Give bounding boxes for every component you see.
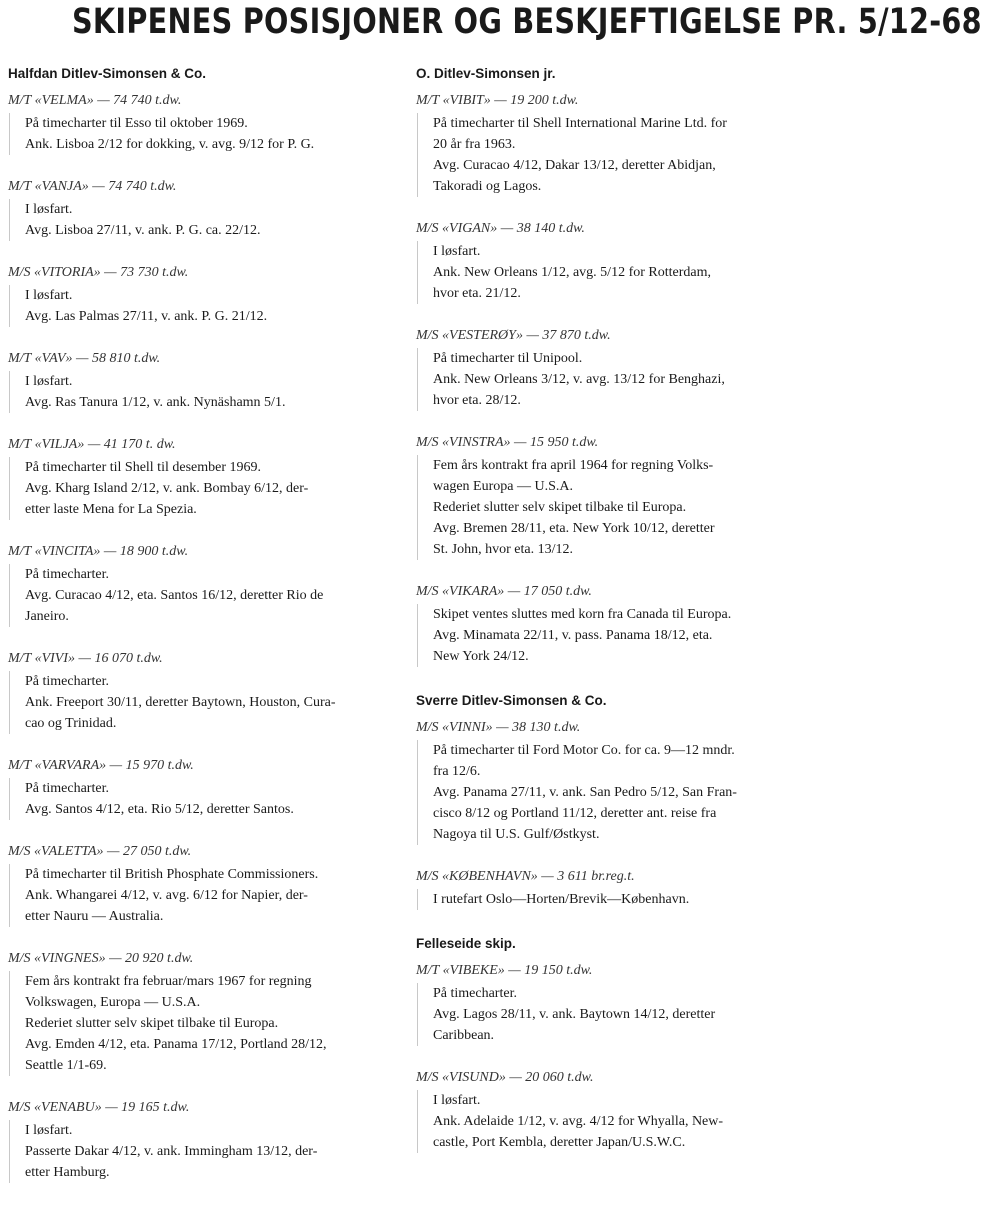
detail-line: I løsfart. <box>25 1123 73 1138</box>
detail-line: Rederiet slutter selv skipet tilbake til Europa. <box>433 500 687 515</box>
detail-line: wagen Europa — U.S.A. <box>433 479 573 494</box>
detail-line: På timecharter til Shell til desember 1969. <box>25 460 261 475</box>
ship-entry <box>8 350 380 413</box>
detail-line: I løsfart. <box>433 244 481 259</box>
detail-line: etter Nauru — Australia. <box>25 909 164 924</box>
detail-line: På timecharter til Shell International Marine Ltd. for <box>433 116 727 131</box>
ship-heading: M/T «VIBEKE» — 19 150 t.dw. <box>416 963 593 978</box>
detail-line: Caribbean. <box>433 1028 495 1043</box>
ship-entry <box>416 220 796 304</box>
ship-details <box>9 778 380 820</box>
detail-line: I løsfart. <box>25 374 73 389</box>
ship-heading: M/S «VINNI» — 38 130 t.dw. <box>416 720 581 735</box>
detail-line: Avg. Ras Tanura 1/12, v. ank. Nynäshamn 5/1. <box>25 395 286 410</box>
ship-heading: M/T «VELMA» — 74 740 t.dw. <box>8 93 182 108</box>
ship-heading: M/S «VESTERØY» — 37 870 t.dw. <box>416 328 611 343</box>
ship-entry <box>8 757 380 820</box>
detail-line: Seattle 1/1-69. <box>25 1058 107 1073</box>
detail-line: På timecharter til Esso til oktober 1969. <box>25 116 248 131</box>
ship-heading: M/S «VINGNES» — 20 920 t.dw. <box>8 951 194 966</box>
detail-line: Avg. Panama 27/11, v. ank. San Pedro 5/12, San Fran- <box>433 785 737 800</box>
detail-line: Skipet ventes sluttes med korn fra Canada til Europa. <box>433 607 732 622</box>
page-title: SKIPENES POSISJONER OG BESKJEFTIGELSE PR. 5/12-68 <box>72 2 982 42</box>
company-section <box>8 66 380 1183</box>
ship-entry <box>416 583 796 667</box>
company-section <box>416 66 796 667</box>
detail-line: Avg. Emden 4/12, eta. Panama 17/12, Portland 28/12, <box>25 1037 327 1052</box>
detail-line: etter Hamburg. <box>25 1165 110 1180</box>
ship-details <box>9 1120 380 1183</box>
detail-line: etter laste Mena for La Spezia. <box>25 502 197 517</box>
ship-details <box>417 604 796 667</box>
detail-line: Fem års kontrakt fra april 1964 for regning Volks- <box>433 458 714 473</box>
ship-details <box>9 371 380 413</box>
ship-heading: M/S «VALETTA» — 27 050 t.dw. <box>8 844 192 859</box>
detail-line: Ank. Whangarei 4/12, v. avg. 6/12 for Napier, der- <box>25 888 308 903</box>
ship-details <box>417 1090 796 1153</box>
detail-line: hvor eta. 21/12. <box>433 286 521 301</box>
ship-details <box>417 455 796 560</box>
detail-line: Avg. Kharg Island 2/12, v. ank. Bombay 6/12, der- <box>25 481 309 496</box>
detail-line: Ank. New Orleans 3/12, v. avg. 13/12 for Benghazi, <box>433 372 725 387</box>
ship-entry <box>416 868 796 910</box>
detail-line: I løsfart. <box>25 202 73 217</box>
ship-details <box>9 457 380 520</box>
detail-line: Nagoya til U.S. Gulf/Østkyst. <box>433 827 600 842</box>
ship-heading: M/S «VITORIA» — 73 730 t.dw. <box>8 265 189 280</box>
company-section <box>416 693 796 910</box>
ship-entry <box>416 962 796 1046</box>
ship-entry <box>8 92 380 155</box>
detail-line: Passerte Dakar 4/12, v. ank. Immingham 13/12, der- <box>25 1144 318 1159</box>
right-column <box>416 66 796 1176</box>
detail-line: Ank. Freeport 30/11, deretter Baytown, Houston, Cura- <box>25 695 336 710</box>
detail-line: Avg. Bremen 28/11, eta. New York 10/12, deretter <box>433 521 715 536</box>
detail-line: 20 år fra 1963. <box>433 137 516 152</box>
ship-entry <box>8 543 380 627</box>
detail-line: Avg. Minamata 22/11, v. pass. Panama 18/12, eta. <box>433 628 713 643</box>
ship-entry <box>416 1069 796 1153</box>
ship-heading: M/S «VENABU» — 19 165 t.dw. <box>8 1100 190 1115</box>
detail-line: I rutefart Oslo—Horten/Brevik—København. <box>433 892 690 907</box>
ship-details <box>417 113 796 197</box>
detail-line: Fem års kontrakt fra februar/mars 1967 for regning <box>25 974 312 989</box>
ship-details <box>9 199 380 241</box>
detail-line: På timecharter. <box>433 986 517 1001</box>
detail-line: Ank. Lisboa 2/12 for dokking, v. avg. 9/12 for P. G. <box>25 137 315 152</box>
detail-line: St. John, hvor eta. 13/12. <box>433 542 573 557</box>
ship-heading: M/T «VIVI» — 16 070 t.dw. <box>8 651 163 666</box>
ship-details <box>417 889 796 910</box>
ship-details <box>9 971 380 1076</box>
company-heading: Sverre Ditlev-Simonsen & Co. <box>416 693 607 708</box>
detail-line: Avg. Curacao 4/12, eta. Santos 16/12, deretter Rio de <box>25 588 324 603</box>
ship-heading: M/S «VISUND» — 20 060 t.dw. <box>416 1070 594 1085</box>
ship-heading: M/T «VILJA» — 41 170 t. dw. <box>8 437 176 452</box>
ship-heading: M/T «VAV» — 58 810 t.dw. <box>8 351 161 366</box>
ship-heading: M/T «VANJA» — 74 740 t.dw. <box>8 179 177 194</box>
ship-heading: M/T «VARVARA» — 15 970 t.dw. <box>8 758 194 773</box>
ship-details <box>417 740 796 845</box>
ship-entry <box>416 327 796 411</box>
ship-details <box>9 285 380 327</box>
detail-line: På timecharter. <box>25 567 109 582</box>
detail-line: cao og Trinidad. <box>25 716 117 731</box>
detail-line: Rederiet slutter selv skipet tilbake til Europa. <box>25 1016 279 1031</box>
detail-line: På timecharter. <box>25 781 109 796</box>
detail-line: cisco 8/12 og Portland 11/12, deretter ant. reise fra <box>433 806 717 821</box>
detail-line: Ank. New Orleans 1/12, avg. 5/12 for Rotterdam, <box>433 265 711 280</box>
left-column <box>8 66 380 1206</box>
detail-line: castle, Port Kembla, deretter Japan/U.S.W.C. <box>433 1135 686 1150</box>
ship-entry <box>416 92 796 197</box>
ship-details <box>9 864 380 927</box>
company-heading: O. Ditlev-Simonsen jr. <box>416 66 556 81</box>
company-section <box>416 936 796 1153</box>
ship-heading: M/T «VINCITA» — 18 900 t.dw. <box>8 544 189 559</box>
ship-heading: M/S «KØBENHAVN» — 3 611 br.reg.t. <box>416 869 635 884</box>
ship-details <box>417 348 796 411</box>
company-heading: Felleseide skip. <box>416 936 516 951</box>
ship-details <box>9 564 380 627</box>
ship-entry <box>8 1099 380 1183</box>
detail-line: New York 24/12. <box>433 649 529 664</box>
ship-details <box>9 113 380 155</box>
ship-entry <box>416 434 796 560</box>
ship-details <box>417 241 796 304</box>
ship-details <box>417 983 796 1046</box>
detail-line: På timecharter til Ford Motor Co. for ca. 9—12 mndr. <box>433 743 735 758</box>
company-heading: Halfdan Ditlev-Simonsen & Co. <box>8 66 207 81</box>
detail-line: Ank. Adelaide 1/12, v. avg. 4/12 for Whyalla, New- <box>433 1114 724 1129</box>
detail-line: hvor eta. 28/12. <box>433 393 521 408</box>
detail-line: Avg. Curacao 4/12, Dakar 13/12, deretter Abidjan, <box>433 158 716 173</box>
detail-line: På timecharter. <box>25 674 109 689</box>
ship-heading: M/T «VIBIT» — 19 200 t.dw. <box>416 93 579 108</box>
detail-line: I løsfart. <box>25 288 73 303</box>
ship-details <box>9 671 380 734</box>
detail-line: På timecharter til Unipool. <box>433 351 583 366</box>
ship-entry <box>416 719 796 845</box>
ship-entry <box>8 950 380 1076</box>
ship-heading: M/S «VINSTRA» — 15 950 t.dw. <box>416 435 599 450</box>
detail-line: Avg. Las Palmas 27/11, v. ank. P. G. 21/12. <box>25 309 268 324</box>
detail-line: Volkswagen, Europa — U.S.A. <box>25 995 201 1010</box>
detail-line: Avg. Lisboa 27/11, v. ank. P. G. ca. 22/12. <box>25 223 261 238</box>
detail-line: Janeiro. <box>25 609 69 624</box>
detail-line: I løsfart. <box>433 1093 481 1108</box>
detail-line: Takoradi og Lagos. <box>433 179 542 194</box>
ship-entry <box>8 843 380 927</box>
ship-entry <box>8 264 380 327</box>
ship-heading: M/S «VIKARA» — 17 050 t.dw. <box>416 584 592 599</box>
ship-heading: M/S «VIGAN» — 38 140 t.dw. <box>416 221 585 236</box>
ship-entry <box>8 178 380 241</box>
ship-entry <box>8 436 380 520</box>
ship-entry <box>8 650 380 734</box>
detail-line: Avg. Lagos 28/11, v. ank. Baytown 14/12, deretter <box>433 1007 716 1022</box>
detail-line: fra 12/6. <box>433 764 481 779</box>
detail-line: På timecharter til British Phosphate Commissioners. <box>25 867 319 882</box>
detail-line: Avg. Santos 4/12, eta. Rio 5/12, deretter Santos. <box>25 802 294 817</box>
